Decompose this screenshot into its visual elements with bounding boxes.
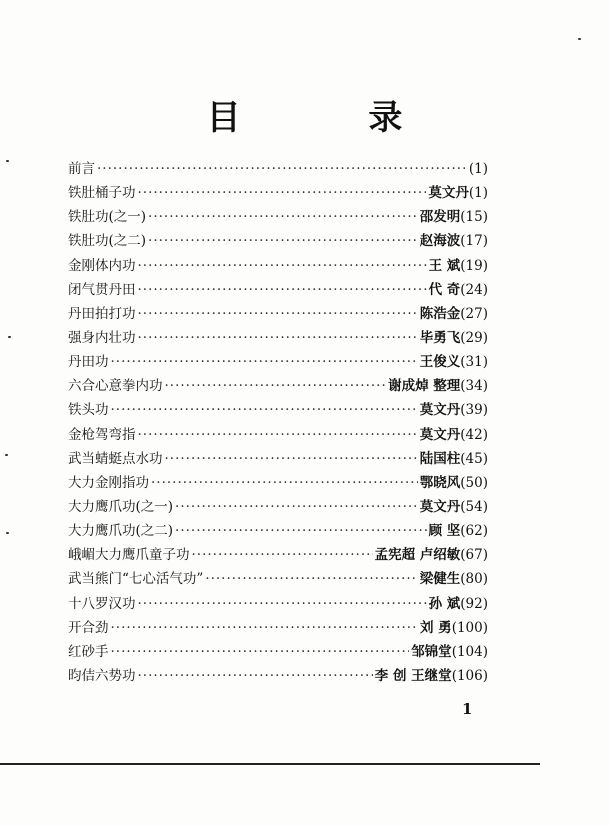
toc-entry-page: (24) (460, 281, 488, 298)
toc-entry-title: 大力金刚指功 (68, 474, 149, 491)
toc-entry-right (420, 423, 488, 443)
scan-speck (6, 160, 9, 162)
toc-entry (68, 592, 488, 616)
toc-entry (68, 616, 488, 640)
dot-leader (148, 233, 418, 249)
toc-entry-title: 前言 (68, 161, 95, 177)
toc-entry-page: (104) (451, 643, 488, 660)
toc-entry-page: (80) (460, 571, 488, 588)
toc-entry-author: 谢成焯 整理 (388, 378, 461, 395)
toc-entry-page: (34) (460, 378, 488, 395)
toc-entry-page: (45) (460, 450, 488, 467)
toc-entry-page: (1) (468, 161, 488, 177)
toc-entry-author: 孟宪超 卢绍敏 (374, 547, 461, 564)
toc-entry-right (420, 471, 488, 491)
dot-leader (111, 402, 418, 418)
dot-leader (138, 668, 373, 684)
toc-entry-right (375, 543, 488, 563)
toc-entry-right (420, 229, 488, 249)
toc-entry-author: 邹锦堂 (411, 643, 452, 660)
toc-entry (68, 495, 488, 519)
toc-entry-page: (27) (460, 305, 488, 322)
toc-entry-author: 莫文丹 (419, 498, 461, 515)
toc-entry-page: (15) (460, 209, 488, 226)
dot-leader (205, 571, 417, 587)
toc-entry-right (469, 161, 488, 177)
toc-entry-title: 金刚体内功 (68, 257, 136, 274)
toc-entry (68, 374, 488, 398)
dot-leader (165, 378, 387, 394)
toc-entry-right (420, 398, 488, 418)
toc-entry-page: (1) (468, 185, 488, 202)
toc-entry-page: (39) (460, 402, 488, 419)
toc-entry-title: 昀佶六势功 (68, 667, 136, 684)
toc-entry-title: 武当熊门“七心活气功” (68, 571, 204, 588)
dot-leader (138, 185, 427, 201)
toc-entry-right (429, 254, 488, 274)
toc-entry-page: (31) (460, 354, 488, 371)
toc-entry-right (429, 592, 488, 612)
toc-entry-right (420, 350, 488, 370)
toc-entry-right (420, 302, 488, 322)
dot-leader (192, 547, 373, 563)
toc-entry-title: 铁头功 (68, 402, 109, 419)
toc-entry-page: (54) (460, 498, 488, 515)
dot-leader (151, 475, 418, 491)
toc-entry (68, 567, 488, 591)
toc-entry (68, 423, 488, 447)
toc-entry-page: (19) (460, 257, 488, 274)
toc-entry-author: 王 斌 (428, 257, 461, 274)
toc-entry-author: 赵海波 (419, 233, 461, 250)
toc-entry-right (375, 664, 488, 684)
toc-entry-author: 代 奇 (428, 281, 461, 298)
toc-entry-title: 强身内壮功 (68, 329, 136, 346)
page-number: 1 (462, 700, 473, 718)
toc-entry-right (388, 374, 488, 394)
toc-entry-title: 十八罗汉功 (68, 595, 136, 612)
toc-entry-title: 大力鹰爪功(之二) (68, 523, 174, 540)
toc-entry-right (428, 181, 488, 201)
toc-entry-author: 王俊义 (419, 354, 461, 371)
toc-entry (68, 664, 488, 688)
toc-entry-title: 铁肚功(之一) (68, 209, 147, 226)
toc-entry-author: 莫文丹 (428, 185, 469, 202)
scan-speck (8, 336, 11, 338)
toc-entry (68, 302, 488, 326)
scan-speck (578, 38, 581, 40)
toc-entry-page: (42) (460, 426, 488, 443)
dot-leader (111, 644, 410, 660)
toc-entry-page: (17) (460, 233, 488, 250)
toc-entry (68, 326, 488, 350)
dot-leader (175, 523, 427, 539)
toc-entry (68, 640, 488, 664)
toc-entry-author: 陆国柱 (419, 450, 461, 467)
bottom-rule (0, 763, 540, 765)
toc-entry (68, 205, 488, 229)
toc-entry-page: (62) (460, 523, 488, 540)
toc-entry (68, 543, 488, 567)
toc-entry-author: 陈浩金 (419, 305, 461, 322)
toc-entry-title: 开合劲 (68, 619, 109, 636)
toc-entry-title: 六合心意拳内功 (68, 378, 163, 395)
dot-leader (138, 330, 418, 346)
toc-entry (68, 278, 488, 302)
toc-entry (68, 447, 488, 471)
toc-entry-title: 闭气贯丹田 (68, 281, 136, 298)
dot-leader (175, 499, 418, 515)
dot-leader (138, 258, 427, 274)
toc-entry-author: 刘 勇 (419, 619, 452, 636)
dot-leader (97, 161, 467, 177)
toc-entry-author: 毕勇飞 (419, 329, 461, 346)
toc-entry-author: 梁健生 (419, 571, 461, 588)
page-title: 目 录 (206, 98, 461, 138)
table-of-contents (68, 157, 488, 688)
toc-entry-page: (92) (460, 595, 488, 612)
toc-entry-author: 李 创 王继堂 (374, 667, 452, 684)
dot-leader (138, 427, 418, 443)
toc-entry (68, 229, 488, 253)
toc-entry-right (420, 447, 488, 467)
dot-leader (148, 209, 418, 225)
toc-entry (68, 350, 488, 374)
toc-entry-title: 铁肚功(之二) (68, 233, 147, 250)
toc-entry-author: 莫文丹 (419, 426, 461, 443)
toc-entry-title: 峨嵋大力鹰爪童子功 (68, 547, 190, 564)
toc-entry-title: 金枪驾弯指 (68, 426, 136, 443)
toc-entry-page: (106) (451, 667, 488, 684)
toc-entry-title: 丹田功 (68, 354, 109, 371)
toc-entry-author: 莫文丹 (419, 402, 461, 419)
scan-speck (6, 532, 9, 534)
toc-entry-right (420, 567, 488, 587)
toc-entry-author: 顾 坚 (428, 523, 461, 540)
dot-leader (165, 451, 418, 467)
dot-leader (138, 306, 418, 322)
toc-entry-right (411, 640, 488, 660)
toc-entry-right (429, 278, 488, 298)
dot-leader (111, 354, 418, 370)
dot-leader (138, 596, 427, 612)
toc-entry-title: 大力鹰爪功(之一) (68, 498, 174, 515)
toc-entry-right (420, 205, 488, 225)
toc-entry-right (429, 519, 488, 539)
toc-entry-author: 孙 斌 (428, 595, 461, 612)
toc-entry-right (420, 326, 488, 346)
toc-entry-title: 铁肚桶子功 (68, 185, 136, 202)
dot-leader (138, 282, 427, 298)
toc-entry (68, 519, 488, 543)
toc-entry (68, 398, 488, 422)
toc-entry-title: 武当蜻蜓点水功 (68, 450, 163, 467)
toc-entry (68, 157, 488, 181)
toc-entry-page: (29) (460, 329, 488, 346)
toc-entry-title: 丹田拍打功 (68, 305, 136, 322)
toc-entry-author: 邵发明 (419, 209, 461, 226)
toc-entry-right (420, 616, 488, 636)
toc-entry (68, 471, 488, 495)
toc-entry (68, 181, 488, 205)
toc-entry-page: (100) (451, 619, 488, 636)
dot-leader (111, 620, 418, 636)
toc-entry-title: 红砂手 (68, 643, 109, 660)
toc-entry-author: 鄂晓风 (419, 474, 461, 491)
toc-entry-page: (50) (460, 474, 488, 491)
scan-speck (5, 454, 8, 456)
toc-entry-right (420, 495, 488, 515)
toc-entry (68, 254, 488, 278)
toc-entry-page: (67) (460, 547, 488, 564)
